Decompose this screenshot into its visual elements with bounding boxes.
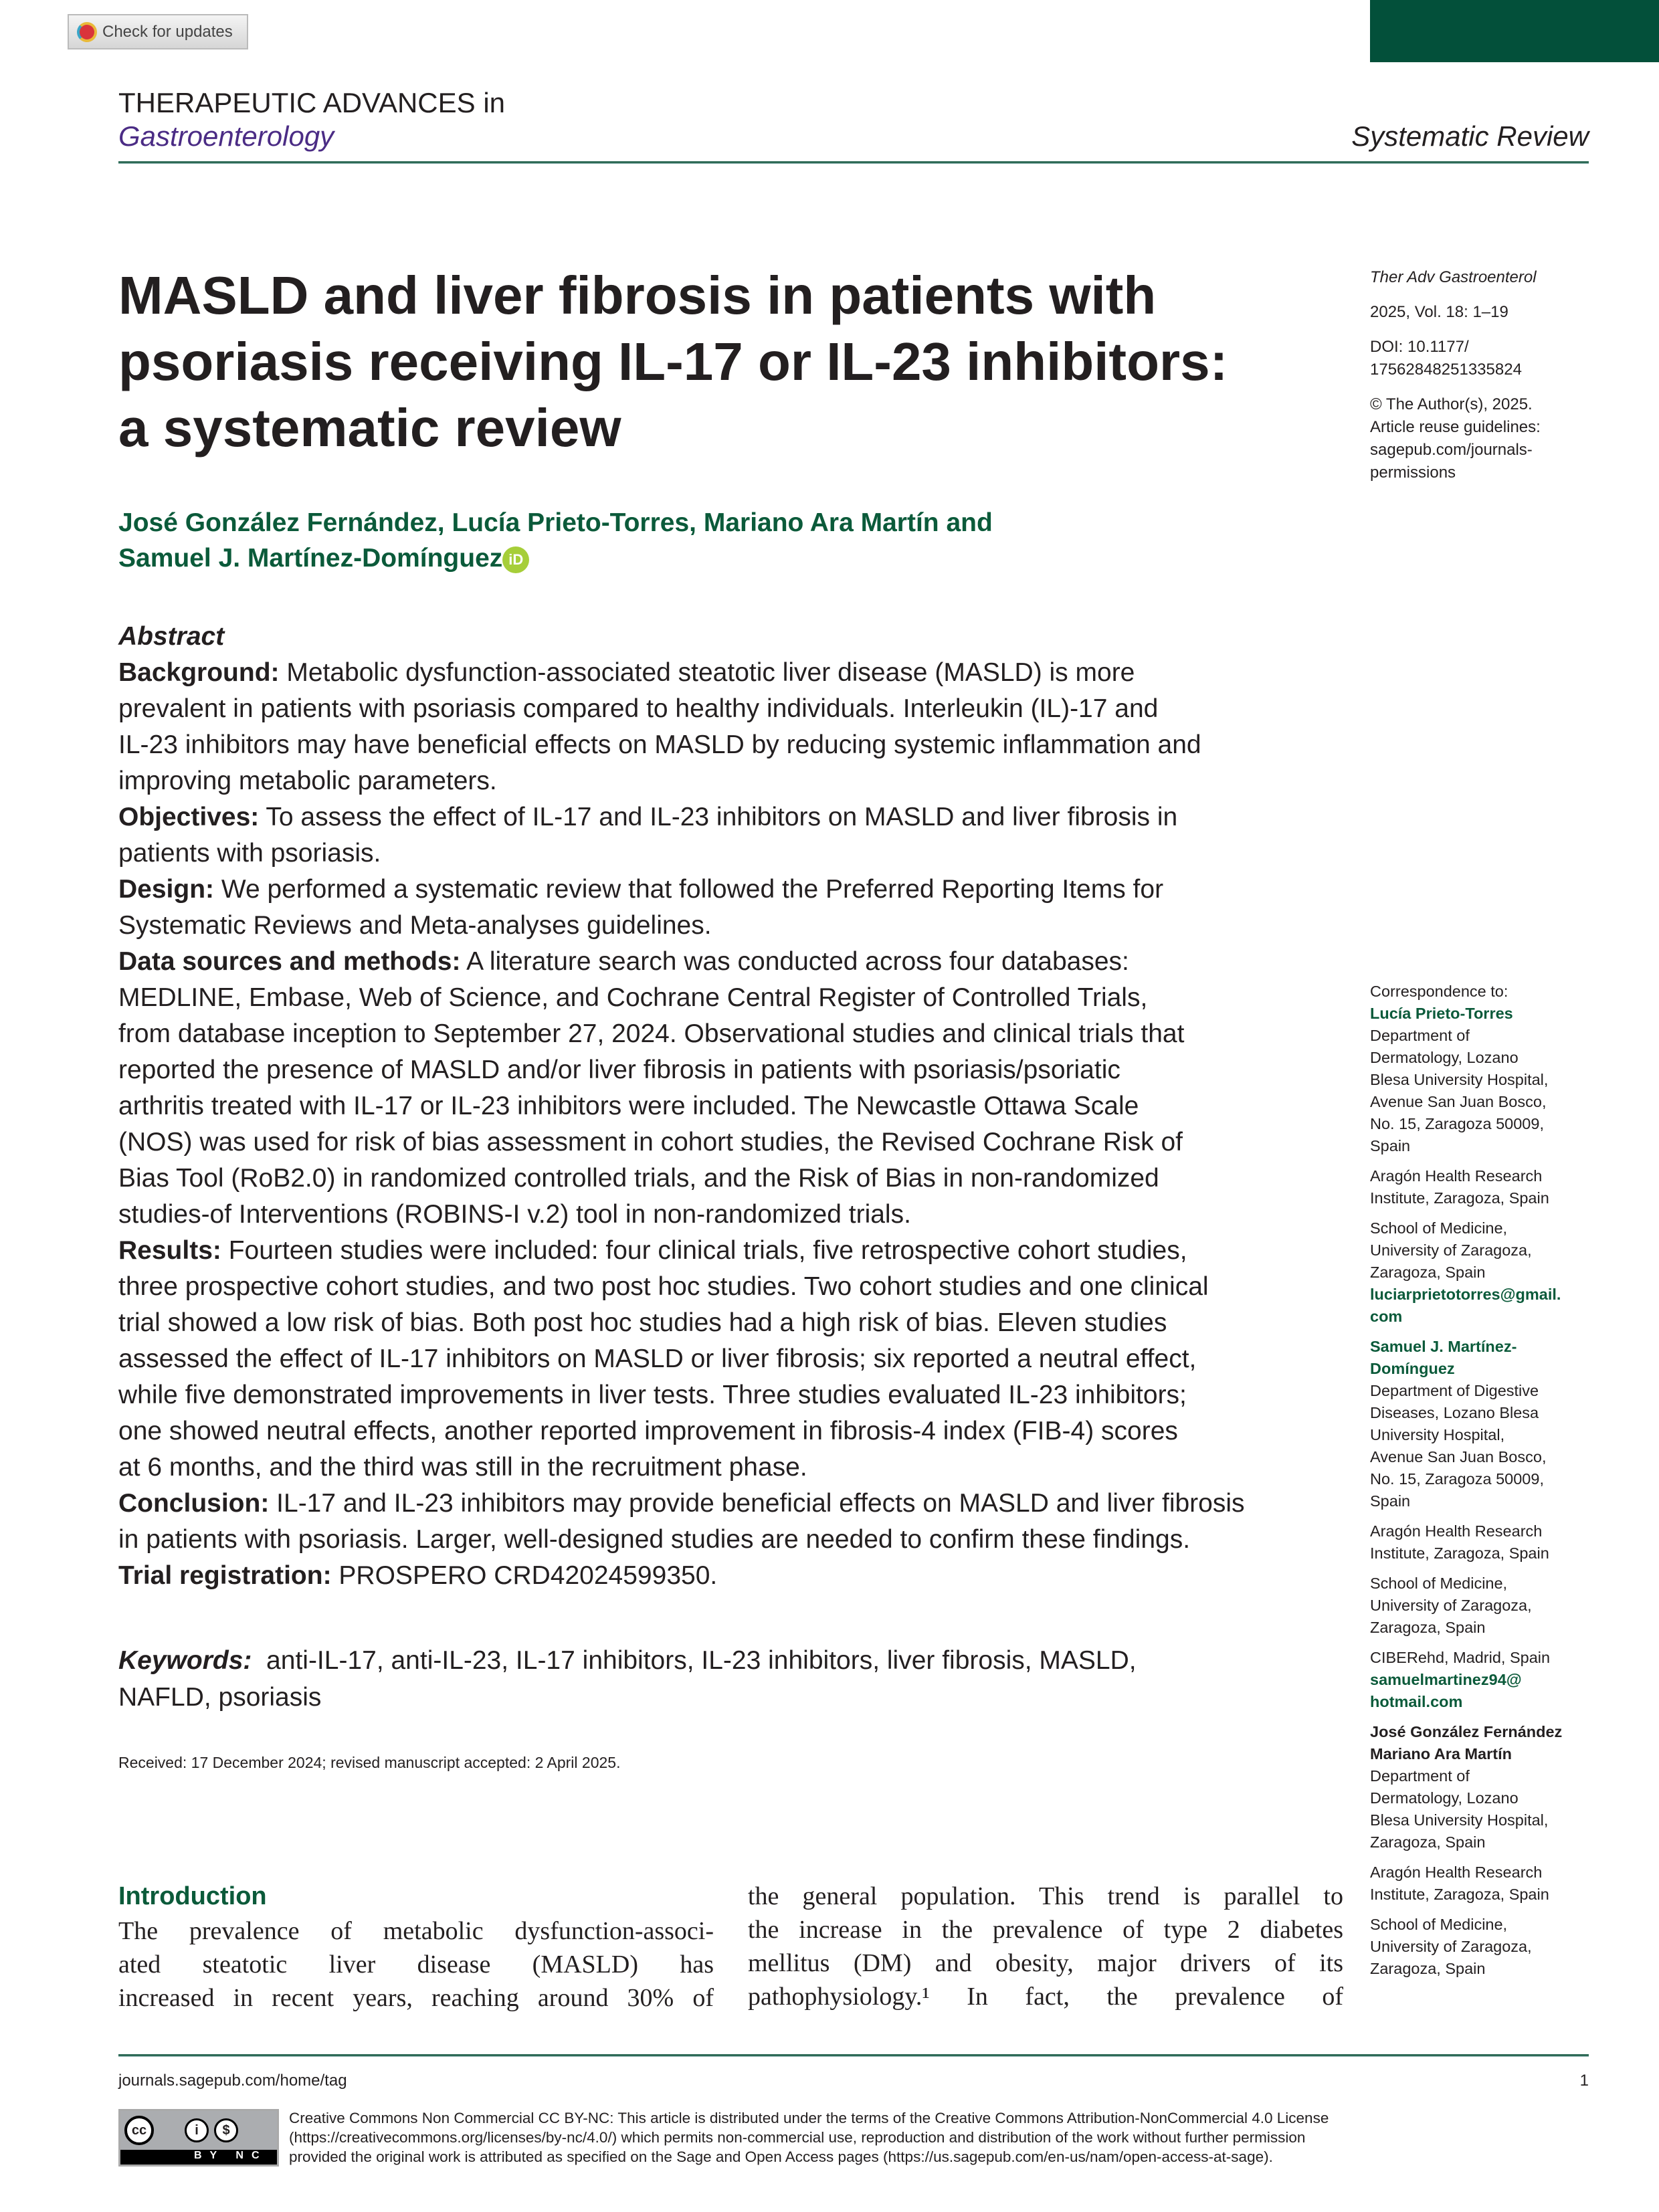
body-text-line: increased in recent years, reaching around 30% of	[118, 1984, 714, 2012]
correspondence-line: Department of	[1370, 1767, 1470, 1785]
correspondence-line: Zaragoza, Spain	[1370, 1960, 1486, 1977]
orcid-icon[interactable]: iD	[502, 546, 529, 573]
correspondence-line: Blesa University Hospital,	[1370, 1071, 1549, 1088]
abstract-line	[118, 1341, 1245, 1377]
article-title	[118, 262, 1228, 461]
correspondence-line: Aragón Health Research	[1370, 1864, 1543, 1881]
spacer	[1370, 1565, 1562, 1573]
person-icon: i	[185, 2118, 209, 2142]
abstract-line	[118, 1486, 1245, 1522]
correspondence-line: Lucía Prieto-Torres	[1370, 1005, 1513, 1022]
correspondence-line: University of Zaragoza,	[1370, 1597, 1532, 1614]
correspondence-line: Institute, Zaragoza, Spain	[1370, 1544, 1549, 1562]
correspondence-line: University of Zaragoza,	[1370, 1938, 1532, 1955]
received-dates: Received: 17 December 2024; revised manuscript accepted: 2 April 2025.	[118, 1754, 621, 1771]
correspondence-line: Mariano Ara Martín	[1370, 1745, 1512, 1763]
correspondence-block	[1370, 981, 1562, 1980]
abstract-line	[118, 1522, 1245, 1558]
abstract-text: from database inception to September 27, 2024. Observational studies and clinical trials that	[118, 1019, 1185, 1048]
journal-abbrev: Ther Adv Gastroenterol	[1370, 268, 1537, 286]
abstract-text: We performed a systematic review that followed the Preferred Reporting Items for	[214, 875, 1164, 904]
correspondence-line[interactable]: luciarprietotorres@gmail.	[1370, 1286, 1561, 1303]
spacer	[1370, 1157, 1562, 1165]
body-text-line: the general population. This trend is parallel to	[748, 1882, 1343, 1910]
correspondence-line: Spain	[1370, 1137, 1411, 1154]
footer-rule	[118, 2054, 1589, 2057]
correspondence-line: Dermatology, Lozano	[1370, 1789, 1519, 1807]
abstract-line	[118, 944, 1245, 980]
correspondence-line: Department of Digestive	[1370, 1382, 1539, 1399]
abstract-line	[118, 1197, 1245, 1233]
journal-series: THERAPEUTIC ADVANCES in	[118, 87, 506, 118]
abstract-text: arthritis treated with IL-17 or IL-23 inhibitors were included. The Newcastle Ottawa Scale	[118, 1092, 1139, 1120]
spacer	[1370, 1853, 1562, 1862]
correspondence-line: Blesa University Hospital,	[1370, 1811, 1549, 1829]
license-line: provided the original work is attributed as specified on the Sage and Open Access pages (https://us.sagepub.com/en-us/nam/open-access-at-sage).	[289, 2148, 1273, 2165]
correspondence-line: Zaragoza, Spain	[1370, 1619, 1486, 1636]
doi[interactable]: DOI: 10.1177/	[1370, 338, 1469, 356]
correspondence-line: School of Medicine,	[1370, 1916, 1508, 1933]
license-line: (https://creativecommons.org/licenses/by-nc/4.0/) which permits non-commercial use, reproduction and distribution of the work without further permission	[289, 2129, 1306, 2146]
correspondence-line: School of Medicine,	[1370, 1575, 1508, 1592]
correspondence-line: Avenue San Juan Bosco,	[1370, 1093, 1547, 1110]
correspondence-line[interactable]: com	[1370, 1308, 1403, 1325]
article-meta	[1370, 266, 1541, 496]
abstract-line	[118, 980, 1245, 1016]
correspondence-line: Institute, Zaragoza, Spain	[1370, 1189, 1549, 1207]
spacer	[1370, 1639, 1562, 1647]
correspondence-line: No. 15, Zaragoza 50009,	[1370, 1115, 1544, 1132]
correspondence-line: José González Fernández	[1370, 1723, 1563, 1740]
correspondence-line: Zaragoza, Spain	[1370, 1833, 1486, 1851]
journal-name: Gastroenterology	[118, 120, 334, 152]
abstract-text: trial showed a low risk of bias. Both post hoc studies had a high risk of bias. Eleven studies	[118, 1308, 1167, 1337]
license-line: Creative Commons Non Commercial CC BY-NC: This article is distributed under the terms of the Creative Commons Attribution-NonCommercial 4.0 License	[289, 2110, 1329, 2126]
doi-number[interactable]: 17562848251335824	[1370, 361, 1522, 379]
keywords-text: NAFLD, psoriasis	[118, 1683, 322, 1712]
abstract-line	[118, 1052, 1245, 1088]
body-text-line: mellitus (DM) and obesity, major drivers of its	[748, 1949, 1343, 1977]
intro-left-column	[118, 1914, 714, 2015]
abstract-line	[118, 1413, 1245, 1449]
correspondence-line: University of Zaragoza,	[1370, 1241, 1532, 1259]
header-rule	[118, 161, 1589, 164]
page-number: 1	[1579, 2072, 1589, 2090]
abstract	[118, 619, 1245, 1594]
abstract-heading: Abstract	[118, 622, 225, 651]
abstract-line	[118, 1016, 1245, 1052]
abstract-line	[118, 1088, 1245, 1124]
copyright: © The Author(s), 2025.	[1370, 395, 1533, 413]
correspondence-line: Zaragoza, Spain	[1370, 1264, 1486, 1281]
body-text-line: ated steatotic liver disease (MASLD) has	[118, 1950, 714, 1979]
correspondence-line[interactable]: samuelmartinez94@	[1370, 1671, 1522, 1688]
correspondence-line: Avenue San Juan Bosco,	[1370, 1448, 1547, 1466]
correspondence-line: No. 15, Zaragoza 50009,	[1370, 1470, 1544, 1488]
by-label: BY	[194, 2150, 225, 2161]
abstract-line	[118, 1449, 1245, 1486]
abstract-text: while five demonstrated improvements in liver tests. Three studies evaluated IL-23 inhibitors;	[118, 1381, 1187, 1409]
abstract-text: reported the presence of MASLD and/or liver fibrosis in patients with psoriasis/psoriatic	[118, 1055, 1120, 1084]
authors-line: José González Fernández, Lucía Prieto-Torres, Mariano Ara Martín and	[118, 508, 993, 537]
abstract-line	[118, 1269, 1245, 1305]
crossmark-icon	[77, 22, 97, 42]
correspondence-line[interactable]: hotmail.com	[1370, 1693, 1463, 1710]
journal-url-link[interactable]: journals.sagepub.com/home/tag	[118, 2072, 347, 2090]
check-for-updates-button[interactable]	[68, 14, 248, 49]
abstract-text: Systematic Reviews and Meta-analyses guidelines.	[118, 911, 712, 940]
keywords-label: Keywords:	[118, 1646, 252, 1675]
intro-right-column	[748, 1880, 1343, 2013]
abstract-line	[118, 1305, 1245, 1341]
abstract-text: MEDLINE, Embase, Web of Science, and Cochrane Central Register of Controlled Trials,	[118, 983, 1148, 1012]
introduction-heading: Introduction	[118, 1882, 267, 1910]
abstract-line	[118, 799, 1245, 835]
abstract-text: studies-of Interventions (ROBINS-I v.2) tool in non-randomized trials.	[118, 1200, 911, 1229]
keywords	[118, 1642, 1137, 1716]
abstract-text: at 6 months, and the third was still in the recruitment phase.	[118, 1453, 807, 1482]
abstract-line	[118, 872, 1245, 908]
abstract-text: patients with psoriasis.	[118, 839, 381, 868]
abstract-section-label: Background:	[118, 658, 280, 687]
correspondence-line: Diseases, Lozano Blesa	[1370, 1404, 1539, 1421]
reuse-link[interactable]: sagepub.com/journals-	[1370, 441, 1533, 459]
abstract-line	[118, 835, 1245, 872]
brand-color-block	[1370, 0, 1659, 62]
abstract-text: improving metabolic parameters.	[118, 767, 497, 795]
abstract-line	[118, 1124, 1245, 1161]
abstract-line	[118, 763, 1245, 799]
body-text-line: the increase in the prevalence of type 2 diabetes	[748, 1916, 1343, 1944]
title-line: psoriasis receiving IL-17 or IL-23 inhibitors:	[118, 332, 1228, 391]
abstract-text: Bias Tool (RoB2.0) in randomized controlled trials, and the Risk of Bias in non-randomized	[118, 1164, 1159, 1193]
correspondence-line: Department of	[1370, 1027, 1470, 1044]
spacer	[1370, 1209, 1562, 1217]
body-text-line: pathophysiology.¹ In fact, the prevalence of	[748, 1983, 1343, 2011]
volume: 2025, Vol. 18: 1–19	[1370, 303, 1508, 321]
check-for-updates-label: Check for updates	[102, 22, 233, 41]
abstract-section-label: Data sources and methods:	[118, 947, 461, 976]
correspondence-line: Spain	[1370, 1492, 1411, 1510]
abstract-section-label: Results:	[118, 1236, 221, 1265]
correspondence-line: Samuel J. Martínez-	[1370, 1338, 1517, 1355]
abstract-line	[118, 727, 1245, 763]
abstract-text: IL-23 inhibitors may have beneficial effects on MASLD by reducing systemic inflammation and	[118, 730, 1201, 759]
abstract-text: three prospective cohort studies, and two post hoc studies. Two cohort studies and one clinical	[118, 1272, 1209, 1301]
abstract-text: in patients with psoriasis. Larger, well-designed studies are needed to confirm these findings.	[118, 1525, 1191, 1554]
abstract-line	[118, 1233, 1245, 1269]
correspondence-line: University Hospital,	[1370, 1426, 1505, 1443]
license-text	[289, 2108, 1329, 2167]
abstract-text: prevalent in patients with psoriasis compared to healthy individuals. Interleukin (IL)-17 and	[118, 694, 1159, 723]
spacer	[1370, 1512, 1562, 1520]
correspondence-line: School of Medicine,	[1370, 1219, 1508, 1237]
abstract-line	[118, 1161, 1245, 1197]
correspondence-line: Institute, Zaragoza, Spain	[1370, 1886, 1549, 1903]
reuse-link[interactable]: permissions	[1370, 464, 1456, 482]
spacer	[1370, 1906, 1562, 1914]
abstract-text: assessed the effect of IL-17 inhibitors on MASLD or liver fibrosis; six reported a neutral effect,	[118, 1344, 1197, 1373]
authors-line: Samuel J. Martínez-Domínguez	[118, 544, 503, 573]
abstract-text: Fourteen studies were included: four clinical trials, five retrospective cohort studies,	[221, 1236, 1187, 1265]
abstract-text: one showed neutral effects, another reported improvement in fibrosis-4 index (FIB-4) scores	[118, 1417, 1178, 1445]
correspondence-line: Dermatology, Lozano	[1370, 1049, 1519, 1066]
abstract-text: To assess the effect of IL-17 and IL-23 inhibitors on MASLD and liver fibrosis in	[259, 803, 1178, 831]
spacer	[1370, 1713, 1562, 1721]
abstract-section-label: Conclusion:	[118, 1489, 270, 1518]
correspondence-line: Correspondence to:	[1370, 983, 1508, 1000]
abstract-line	[118, 1558, 1245, 1594]
abstract-text: (NOS) was used for risk of bias assessment in cohort studies, the Revised Cochrane Risk of	[118, 1128, 1183, 1157]
spacer	[1370, 1328, 1562, 1336]
abstract-line	[118, 655, 1245, 691]
article-type: Systematic Review	[1351, 120, 1589, 152]
author-list	[118, 505, 993, 576]
abstract-text: A literature search was conducted across four databases:	[460, 947, 1129, 976]
keywords-text: anti-IL-17, anti-IL-23, IL-17 inhibitors, IL-23 inhibitors, liver fibrosis, MASLD,	[252, 1646, 1137, 1675]
cc-icon: cc	[124, 2116, 154, 2145]
correspondence-line: Domínguez	[1370, 1360, 1455, 1377]
abstract-text: Metabolic dysfunction-associated steatotic liver disease (MASLD) is more	[279, 658, 1135, 687]
abstract-line	[118, 908, 1245, 944]
title-line: MASLD and liver fibrosis in patients with	[118, 266, 1157, 325]
nc-label: NC	[235, 2150, 268, 2161]
correspondence-line: Aragón Health Research	[1370, 1522, 1543, 1540]
abstract-text: IL-17 and IL-23 inhibitors may provide beneficial effects on MASLD and liver fibrosis	[269, 1489, 1245, 1518]
abstract-section-label: Trial registration:	[118, 1561, 332, 1590]
abstract-section-label: Design:	[118, 875, 215, 904]
abstract-text: PROSPERO CRD42024599350.	[331, 1561, 718, 1590]
reuse-label: Article reuse guidelines:	[1370, 418, 1541, 436]
body-text-line: The prevalence of metabolic dysfunction-associ-	[118, 1917, 714, 1945]
cc-by-nc-logo[interactable]	[118, 2109, 279, 2167]
title-line: a systematic review	[118, 398, 621, 458]
correspondence-line: Aragón Health Research	[1370, 1167, 1543, 1185]
correspondence-line: CIBERehd, Madrid, Spain	[1370, 1649, 1551, 1666]
abstract-line	[118, 1377, 1245, 1413]
abstract-section-label: Objectives:	[118, 803, 260, 831]
abstract-line	[118, 691, 1245, 727]
no-dollar-icon: $	[214, 2118, 238, 2142]
